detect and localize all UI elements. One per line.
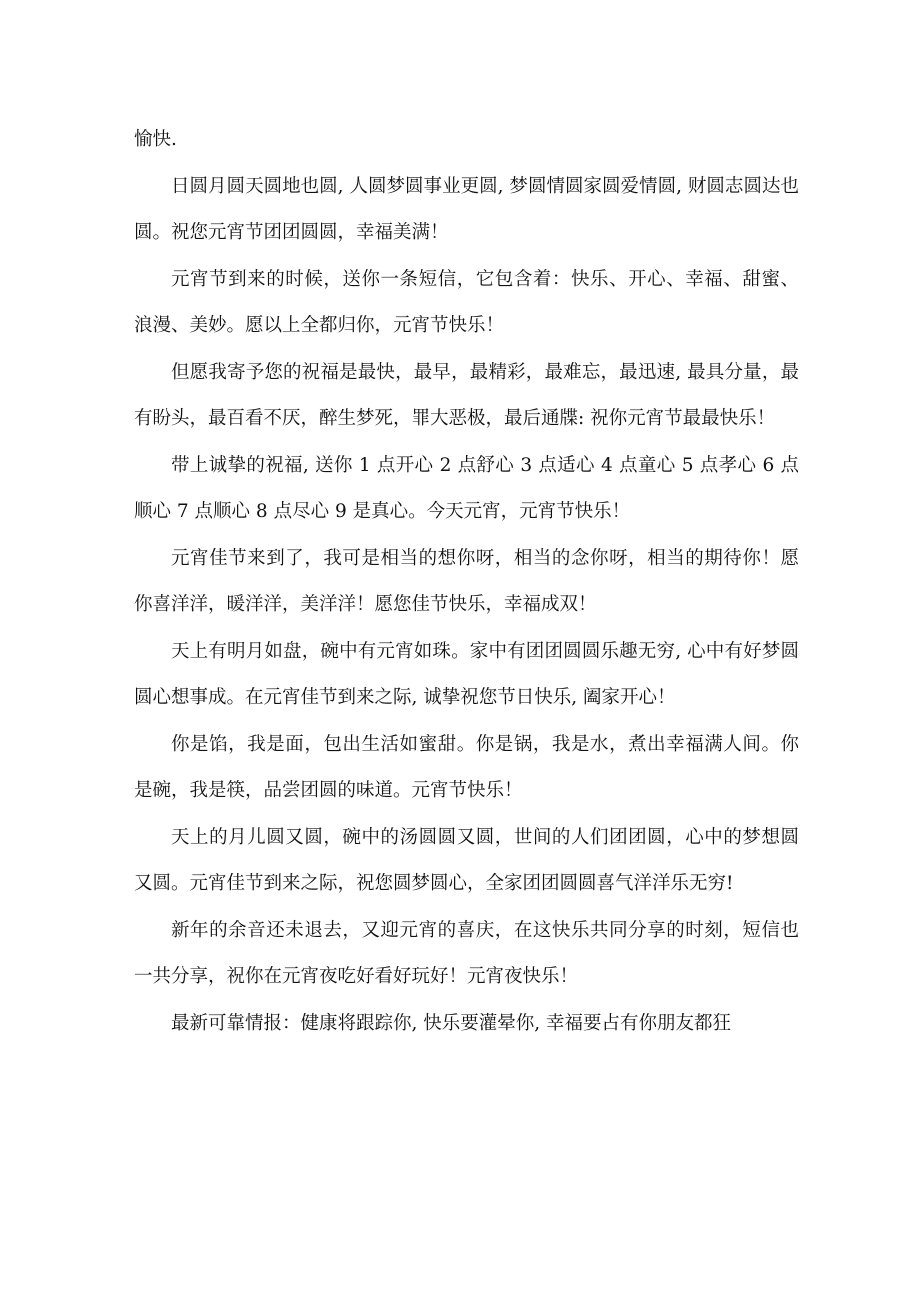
paragraph: 你是馅，我是面，包出生活如蜜甜。你是锅，我是水，煮出幸福满人间。你是碗，我是筷，品尝团圆的味道。元宵节快乐！ [134,733,799,801]
document-body [134,117,799,1047]
paragraph: 元宵佳节来到了，我可是相当的想你呀，相当的念你呀，相当的期待你！愿你喜洋洋，暖洋洋，美洋洋！愿您佳节快乐，幸福成双！ [134,547,799,615]
paragraph: 新年的余音还未退去，又迎元宵的喜庆，在这快乐共同分享的时刻，短信也一共分享，祝你在元宵夜吃好看好玩好！元宵夜快乐！ [134,919,799,987]
paragraph: 愉快. [134,129,177,150]
paragraph: 元宵节到来的时候，送你一条短信，它包含着：快乐、开心、幸福、甜蜜、浪漫、美妙。愿以上全都归你，元宵节快乐！ [134,268,799,336]
paragraph: 日圆月圆天圆地也圆, 人圆梦圆事业更圆, 梦圆情圆家圆爱情圆, 财圆志圆达也圆。祝您元宵节团团圆圆，幸福美满！ [134,175,799,243]
paragraph: 最新可靠情报：健康将跟踪你, 快乐要灌晕你, 幸福要占有你朋友都狂 [171,1012,732,1034]
paragraph: 但愿我寄予您的祝福是最快，最早，最精彩，最难忘，最迅速, 最具分量，最有盼头，最百看不厌，醉生梦死，罪大恶极，最后通牒: 祝你元宵节最最快乐！ [134,361,799,429]
paragraph: 带上诚挚的祝福, 送你 1 点开心 2 点舒心 3 点适心 4 点童心 5 点孝心 6 点顺心 7 点顺心 8 点尽心 9 是真心。今天元宵，元宵节快乐！ [134,454,799,522]
paragraph: 天上有明月如盘，碗中有元宵如珠。家中有团团圆圆乐趣无穷, 心中有好梦圆圆心想事成。在元宵佳节到来之际, 诚挚祝您节日快乐, 阖家开心！ [134,640,799,708]
paragraph: 天上的月儿圆又圆，碗中的汤圆圆又圆，世间的人们团团圆，心中的梦想圆又圆。元宵佳节到来之际，祝您圆梦圆心，全家团团圆圆喜气洋洋乐无穷! [134,826,799,894]
